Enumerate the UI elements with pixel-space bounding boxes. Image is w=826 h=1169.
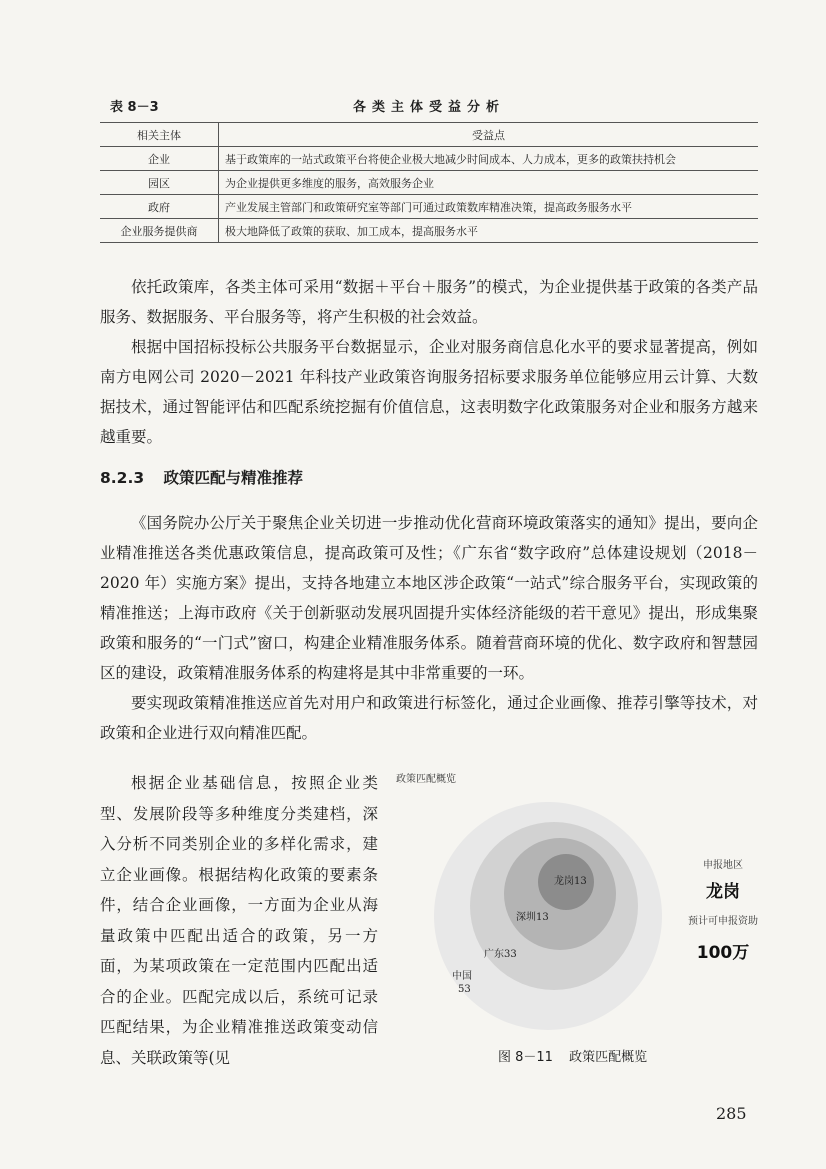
- row-benefit: 产业发展主管部门和政策研究室等部门可通过政策数库精准决策，提高政务服务水平: [219, 195, 759, 219]
- policy-match-figure: [388, 770, 758, 1070]
- region-caption: 申报地区: [703, 860, 743, 871]
- label-china-value: 53: [458, 984, 471, 995]
- header-subject: 相关主体: [100, 123, 219, 147]
- funding-value: 100万: [696, 943, 750, 963]
- paragraph: 依托政策库，各类主体可采用“数据＋平台＋服务”的模式，为企业提供基于政策的各类产品服务、数据服务、平台服务等，将产生积极的社会效益。: [100, 278, 758, 326]
- funding-caption: 预计可申报资助: [688, 916, 758, 927]
- paragraph: 《国务院办公厅关于聚焦企业关切进一步推动优化营商环境政策落实的通知》提出，要向企业精准推送各类优惠政策信息，提高政策可及性；《广东省“数字政府”总体建设规划（2018－2020 年）实施方案》提出，支持各地建立本地区涉企政策“一站式”综合服务平台，实现政策的精准推送；上海市政府《关于创新驱动发展巩固提升实体经济能级的若干意见》提出，形成集聚政策和服务的“一门式”窗口，构建企业精准服务体系。随着营商环境的优化、数字政府和智慧园区的建设，政策精准服务体系的构建将是其中非常重要的一环。: [100, 514, 758, 682]
- section-heading: [100, 466, 303, 488]
- paragraph: 根据企业基础信息，按照企业类型、发展阶段等多种维度分类建档，深入分析不同类别企业的多样化需求，建立企业画像。根据结构化政策的要素条件，结合企业画像，一方面为企业从海量政策中匹配出适合的政策，另一方面，为某项政策在一定范围内匹配出适合的企业。匹配完成以后，系统可记录匹配结果，为企业精准推送政策变动信息、关联政策等(见: [100, 774, 378, 1067]
- table-row: [100, 195, 758, 219]
- table-caption: [100, 94, 758, 116]
- header-benefit: 受益点: [219, 123, 759, 147]
- section-title: 政策匹配与精准推荐: [163, 469, 304, 487]
- wrapped-text-column: [100, 768, 378, 1073]
- paragraph: 根据中国招标投标公共服务平台数据显示，企业对服务商信息化水平的要求显著提高，例如南方电网公司 2020－2021 年科技产业政策咨询服务招标要求服务单位能够应用云计算、大数据技术，通过智能评估和匹配系统挖掘有价值信息，这表明数字化政策服务对企业和服务方越来越重要。: [100, 338, 758, 446]
- intro-text: [100, 272, 758, 452]
- label-longgang: 龙岗13: [554, 876, 587, 887]
- row-benefit: 为企业提供更多维度的服务，高效服务企业: [219, 171, 759, 195]
- table-row: [100, 219, 758, 243]
- section-number: 8.2.3: [100, 469, 145, 487]
- label-shenzhen: 深圳13: [516, 912, 549, 923]
- benefit-table: [100, 122, 758, 243]
- label-guangdong: 广东33: [484, 949, 517, 960]
- row-benefit: 基于政策库的一站式政策平台将使企业极大地减少时间成本、人力成本，更多的政策扶持机会: [219, 147, 759, 171]
- paragraph: 要实现政策精准推送应首先对用户和政策进行标签化，通过企业画像、推荐引擎等技术，对政策和企业进行双向精准匹配。: [100, 694, 758, 742]
- region-name: 龙岗: [706, 882, 740, 902]
- label-china: 中国: [452, 971, 472, 982]
- table-title: 各类主体受益分析: [352, 100, 505, 115]
- table-row: [100, 171, 758, 195]
- row-benefit: 极大地降低了政策的获取、加工成本，提高服务水平: [219, 219, 759, 243]
- row-subject: 政府: [100, 195, 219, 219]
- page-number: 285: [716, 1104, 747, 1123]
- row-subject: 企业服务提供商: [100, 219, 219, 243]
- figure-title: 政策匹配概览: [396, 774, 456, 785]
- figure-caption-text: 政策匹配概览: [569, 1050, 648, 1065]
- table-row: [100, 147, 758, 171]
- table-header-row: [100, 123, 758, 147]
- figure-number: 图 8－11: [498, 1050, 553, 1065]
- row-subject: 园区: [100, 171, 219, 195]
- figure-caption: [498, 1046, 647, 1065]
- row-subject: 企业: [100, 147, 219, 171]
- section-text: [100, 508, 758, 748]
- table-number: 表 8－3: [110, 100, 159, 115]
